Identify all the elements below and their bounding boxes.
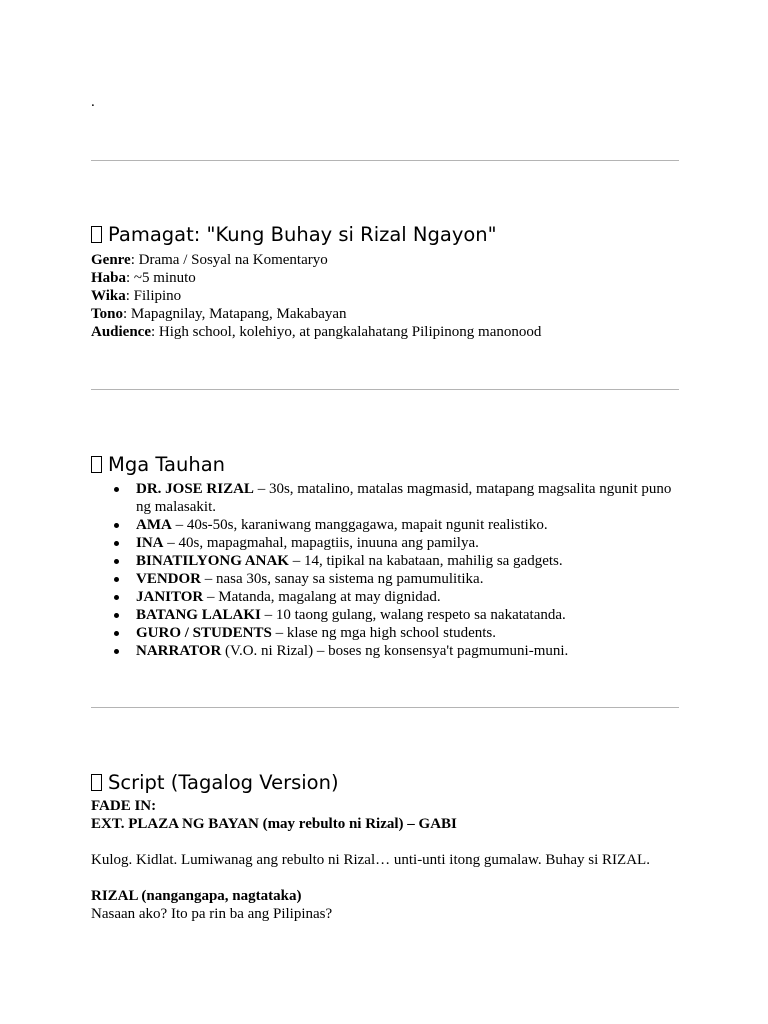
list-item: GURO / STUDENTS – klase ng mga high school students. — [91, 624, 679, 642]
divider — [91, 389, 679, 390]
bullet-icon — [114, 613, 119, 618]
script-body — [91, 797, 679, 923]
bullet-icon — [114, 649, 119, 654]
bullet-icon — [114, 595, 119, 600]
characters-heading — [91, 452, 225, 478]
meta-row-genre: Genre: Drama / Sosyal na Komentaryo — [91, 252, 328, 268]
meta-row-audience: Audience: High school, kolehiyo, at pangkalahatang Pilipinong manonood — [91, 324, 542, 340]
list-item: VENDOR – nasa 30s, sanay sa sistema ng pamumulitika. — [91, 570, 679, 588]
top-mark: . — [91, 94, 95, 110]
list-item: DR. JOSE RIZAL – 30s, matalino, matalas magmasid, matapang magsalita ngunit puno ng malasakit. — [91, 480, 679, 516]
emoji-placeholder-icon — [91, 456, 102, 473]
title-heading — [91, 222, 497, 248]
divider — [91, 707, 679, 708]
list-item: BINATILYONG ANAK – 14, tipikal na kabataan, mahilig sa gadgets. — [91, 552, 679, 570]
action-line: Kulog. Kidlat. Lumiwanag ang rebulto ni Rizal… unti-unti itong gumalaw. Buhay si RIZAL. — [91, 852, 650, 868]
character-list — [91, 480, 679, 660]
meta-row-tono: Tono: Mapagnilay, Matapang, Makabayan — [91, 306, 347, 322]
paragraph-gap — [91, 869, 679, 887]
bullet-icon — [114, 631, 119, 636]
list-item: AMA – 40s-50s, karaniwang manggagawa, mapait ngunit realistiko. — [91, 516, 679, 534]
dialogue-line: Nasaan ako? Ito pa rin ba ang Pilipinas? — [91, 906, 333, 922]
scene-heading: EXT. PLAZA NG BAYAN (may rebulto ni Rizal) – GABI — [91, 816, 457, 832]
list-item: NARRATOR (V.O. ni Rizal) – boses ng konsensya't pagmumuni-muni. — [91, 642, 679, 660]
meta-row-haba: Haba: ~5 minuto — [91, 270, 196, 286]
bullet-icon — [114, 577, 119, 582]
script-heading-text: Script (Tagalog Version) — [108, 771, 339, 794]
meta-row-wika: Wika: Filipino — [91, 288, 182, 304]
speaker-line: RIZAL (nangangapa, nagtataka) — [91, 888, 302, 904]
title-heading-text: Pamagat: "Kung Buhay si Rizal Ngayon" — [108, 223, 497, 246]
characters-heading-text: Mga Tauhan — [108, 453, 226, 476]
paragraph-gap — [91, 833, 679, 851]
divider — [91, 160, 679, 161]
bullet-icon — [114, 523, 119, 528]
emoji-placeholder-icon — [91, 226, 102, 243]
list-item: BATANG LALAKI – 10 taong gulang, walang respeto sa nakatatanda. — [91, 606, 679, 624]
list-item: JANITOR – Matanda, magalang at may dignidad. — [91, 588, 679, 606]
emoji-placeholder-icon — [91, 774, 102, 791]
list-item: INA – 40s, mapagmahal, mapagtiis, inuuna ang pamilya. — [91, 534, 679, 552]
script-metadata — [91, 251, 679, 341]
bullet-icon — [114, 541, 119, 546]
bullet-icon — [114, 559, 119, 564]
bullet-icon — [114, 487, 119, 492]
script-heading — [91, 770, 339, 796]
fade-in-direction: FADE IN: — [91, 798, 157, 814]
